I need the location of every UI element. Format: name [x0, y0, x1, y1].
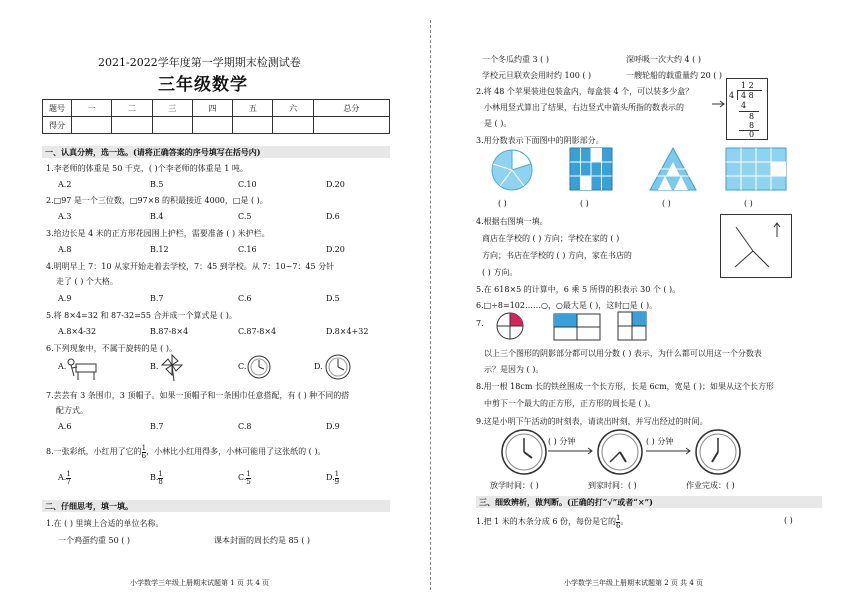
- q5-option-d[interactable]: D.8×4+32: [326, 327, 369, 336]
- score-cell: 一: [72, 100, 112, 117]
- section2-title: 二、仔细思考，填一填。: [42, 500, 390, 512]
- q3-option-d[interactable]: D.20: [326, 245, 345, 254]
- s2-q2-line2: 小林用竖式算出了结果，右边竖式中箭头所指的数表示的: [484, 103, 684, 112]
- score-input[interactable]: [192, 117, 232, 134]
- q1-option-d[interactable]: D.20: [326, 180, 345, 189]
- q6-option-a[interactable]: A.: [58, 362, 67, 371]
- pinwheel-icon: [160, 353, 184, 381]
- q3-option-b[interactable]: B.12: [150, 245, 169, 254]
- q2-text: 2.□97 是一个三位数，□97×8 的积最接近 4000，□是 ( )。: [46, 196, 268, 205]
- division-quotient: 1 2: [741, 81, 754, 90]
- q7-option-a[interactable]: A.6: [58, 422, 72, 431]
- s2-q4-line3: 方向；书店在学校的 ( ) 方向，家在书店的: [482, 251, 632, 260]
- clock-3-icon: [694, 428, 742, 476]
- s2-q3-blank-4[interactable]: ( ): [744, 199, 753, 208]
- score-input[interactable]: [152, 117, 192, 134]
- s2-q1-ship: 一艘轮船的载重量约 20 ( ): [626, 71, 723, 80]
- q4-option-b[interactable]: B.7: [150, 294, 164, 303]
- desk-push-icon: [66, 356, 98, 382]
- q4-option-c[interactable]: C.6: [238, 294, 252, 303]
- q6-option-b[interactable]: B.: [150, 362, 159, 371]
- q6-text: 6.下列现象中，不属于旋转的是 ( )。: [46, 344, 177, 353]
- q4-option-a[interactable]: A.9: [58, 294, 72, 303]
- score-input[interactable]: [313, 117, 389, 134]
- footer-right: 小学数学三年级上册期末试题第 2 页 共 4 页: [564, 579, 704, 587]
- q4-option-d[interactable]: D.5: [326, 294, 340, 303]
- shaded-rectangle-figure: [726, 148, 788, 192]
- q3-option-c[interactable]: C.16: [238, 245, 257, 254]
- division-remainder: 0: [749, 130, 755, 139]
- direction-map: [720, 214, 792, 278]
- q7-text: 7.芸芸有 3 条围巾，3 顶帽子。如果一顶帽子和一条围巾任意搭配，有 ( ) 种不同的搭: [46, 391, 350, 400]
- footer-left: 小学数学三年级上册期末试题第 1 页 共 4 页: [130, 579, 270, 587]
- score-row: [43, 117, 390, 134]
- s3-q1-fraction: $\frac{1}{6}$: [615, 513, 621, 530]
- s3-q1-text: 1.把 1 米的木条分成 6 份，每份是它的 $\frac{1}{6}$ 。: [476, 513, 629, 530]
- s2-q7-label: 7.: [476, 319, 484, 328]
- map-lines: [721, 215, 791, 277]
- q7-option-d[interactable]: D.9: [326, 422, 340, 431]
- q7-option-c[interactable]: C.8: [238, 422, 252, 431]
- s2-q8-line2: 中剪下一个最大的正方形，正方形的周长是 ( )。: [484, 399, 656, 408]
- score-cell: 总分: [313, 100, 389, 117]
- q8-option-a[interactable]: A. $\frac{1}{7}$: [58, 469, 71, 486]
- s2-q8-line1: 8.用一根 18cm 长的铁丝围成一个长方形，长是 6cm，宽是 ( )；如果从这个长方形: [476, 382, 774, 391]
- q8-text: [46, 442, 325, 462]
- s3-q1-answer[interactable]: ( ): [784, 516, 793, 525]
- q7-option-b[interactable]: B.7: [150, 422, 164, 431]
- s2-q3-blank-3[interactable]: ( ): [662, 199, 671, 208]
- q1-option-c[interactable]: C.10: [238, 180, 257, 189]
- s2-q6-text: 6.□÷8=102……○，○最大是 ( )，这时□是 ( )。: [476, 301, 658, 310]
- q4-text: 4.明明早上 7：10 从家开始走着去学校，7：45 到学校。从 7：10~7：45 分针: [46, 262, 335, 271]
- q7-rect-figure-a: [554, 314, 602, 342]
- arrow-icon: [712, 100, 726, 108]
- right-page: [430, 0, 860, 608]
- division-dividend: 4 8: [741, 91, 754, 100]
- q3-text: 3.给边长是 4 米的正方形花园围上护栏，需要准备 ( ) 米护栏。: [46, 229, 270, 238]
- q8-text-b: ，小林比小红用得多，小林可能用了这张纸的 ( )。: [146, 447, 326, 456]
- s2-q1-intro: 1.在 ( ) 里填上合适的单位名称。: [46, 519, 164, 528]
- q2-option-d[interactable]: D.6: [326, 212, 340, 221]
- s2-q7-line1: 以上三个图形的阴影部分都可以用分数 ( ) 表示，为什么都可以用这一个分数表: [484, 349, 762, 358]
- s2-q7-line2: 示？是因为 ( )。: [484, 365, 544, 374]
- clock-1-icon: [500, 428, 548, 476]
- s2-q2-line1: 2.将 48 个苹果装进包装盒内，每盒装 4 个，可以装多少盒？: [476, 87, 694, 96]
- s2-q4-line4: ( ) 方向。: [482, 268, 518, 277]
- division-step2: 8: [749, 112, 755, 121]
- score-cell: 二: [112, 100, 152, 117]
- time-arrive-home[interactable]: 到家时间：( ): [588, 481, 637, 490]
- arrow-1-icon: [548, 446, 594, 456]
- wall-clock-icon: [324, 353, 352, 381]
- section1-title: 一、认真分辨，选一选。(请将正确答案的序号填写在括号内): [42, 146, 390, 158]
- q2-option-a[interactable]: A.3: [58, 212, 72, 221]
- s2-q1-egg: 一个鸡蛋约重 50 ( ): [58, 536, 131, 545]
- subject-title: 三年级数学: [158, 75, 248, 95]
- score-table: [42, 99, 390, 134]
- q2-option-b[interactable]: B.4: [150, 212, 164, 221]
- s2-q4-line2: 商店在学校的 ( ) 方向；学校在家的 ( ): [482, 234, 620, 243]
- score-cell: 题号: [43, 100, 72, 117]
- q1-text: 1.李老师的体重是 50 千克，( )个李老师的体重是 1 吨。: [46, 164, 248, 173]
- clock-icon: [246, 354, 272, 380]
- q2-option-c[interactable]: C.5: [238, 212, 252, 221]
- long-division: [726, 78, 768, 140]
- q8-fraction: $\frac{1}{6}$: [141, 443, 147, 460]
- score-input[interactable]: [112, 117, 152, 134]
- score-cell: 三: [152, 100, 192, 117]
- score-input[interactable]: [72, 117, 112, 134]
- s2-q5-text: 5.在 618×5 的计算中，6 乘 5 所得的积表示 30 个 ( )。: [476, 285, 681, 294]
- division-divisor: 4: [729, 91, 735, 100]
- q3-option-a[interactable]: A.8: [58, 245, 72, 254]
- q5-option-b[interactable]: B.87-8×4: [150, 327, 189, 336]
- s2-q3-blank-2[interactable]: ( ): [580, 199, 589, 208]
- division-step3: 8: [749, 121, 755, 130]
- score-cell: 六: [273, 100, 313, 117]
- section3-title: 三、细致辨析，做判断。(正确的打“√”或者“×”): [476, 496, 822, 508]
- shaded-triangle-figure: [648, 146, 698, 192]
- score-header-row: [43, 100, 390, 117]
- clock-2-icon: [596, 428, 644, 476]
- q6-option-c[interactable]: C.: [238, 362, 247, 371]
- q7-circle-figure: [496, 312, 526, 342]
- time-homework-done[interactable]: 作业完成：( ): [686, 481, 735, 490]
- q1-option-a[interactable]: A.2: [58, 180, 72, 189]
- score-input[interactable]: [273, 117, 313, 134]
- s2-q9-text: 9.这是小明下午活动的时刻表，请读出时刻，并写出经过的时间。: [476, 417, 708, 426]
- q8-text-a: 8.一张彩纸，小红用了它的: [46, 447, 142, 456]
- shaded-circle-figure: [490, 148, 534, 192]
- s2-q1-breath: 深呼吸一次大约 4 ( ): [626, 55, 701, 64]
- s2-q1-party: 学校元旦联欢会用时约 100 ( ): [482, 71, 592, 80]
- s2-q4-line1: 4.根据右图填一填。: [476, 217, 548, 226]
- s2-q3-text: 3.用分数表示下面图中的阴影部分。: [476, 136, 604, 145]
- q5-option-c[interactable]: C.87-8×4: [238, 327, 277, 336]
- q8-option-c[interactable]: C. $\frac{1}{5}$: [238, 469, 251, 486]
- score-label: 得分: [43, 117, 72, 134]
- s2-q1-book: 课本封面的周长约是 85 ( ): [214, 536, 311, 545]
- score-cell: 五: [233, 100, 273, 117]
- score-cell: 四: [192, 100, 232, 117]
- division-step1: 4: [741, 101, 747, 110]
- q5-option-a[interactable]: A.8×4-32: [58, 327, 97, 336]
- score-input[interactable]: [233, 117, 273, 134]
- s2-q3-blank-1[interactable]: ( ): [498, 199, 507, 208]
- q4-text-cont: 走了 ( ) 个大格。: [56, 277, 118, 286]
- q5-text: 5.将 8×4=32 和 87-32=55 合并成一个算式是 ( )。: [46, 311, 237, 320]
- q7-text-cont: 配方式。: [56, 406, 88, 415]
- s2-q2-line3: 是 ( )。: [484, 119, 512, 128]
- arrow-2-icon: [646, 446, 692, 456]
- elapsed-1[interactable]: ( ) 分钟: [548, 437, 576, 446]
- q1-option-b[interactable]: B.5: [150, 180, 164, 189]
- q7-square-figure: [618, 312, 648, 342]
- q6-option-d[interactable]: D.: [314, 362, 323, 371]
- elapsed-2[interactable]: ( ) 分钟: [646, 437, 674, 446]
- time-leave-school[interactable]: 放学时间：( ): [490, 481, 539, 490]
- exam-title: 2021-2022学年度第一学期期末检测试卷: [98, 56, 301, 69]
- q8-option-b[interactable]: B. $\frac{1}{8}$: [150, 469, 163, 486]
- q8-option-d[interactable]: D. $\frac{1}{9}$: [326, 469, 340, 486]
- s2-q1-melon: 一个冬瓜约重 3 ( ): [482, 55, 549, 64]
- shaded-grid-figure: [570, 148, 614, 192]
